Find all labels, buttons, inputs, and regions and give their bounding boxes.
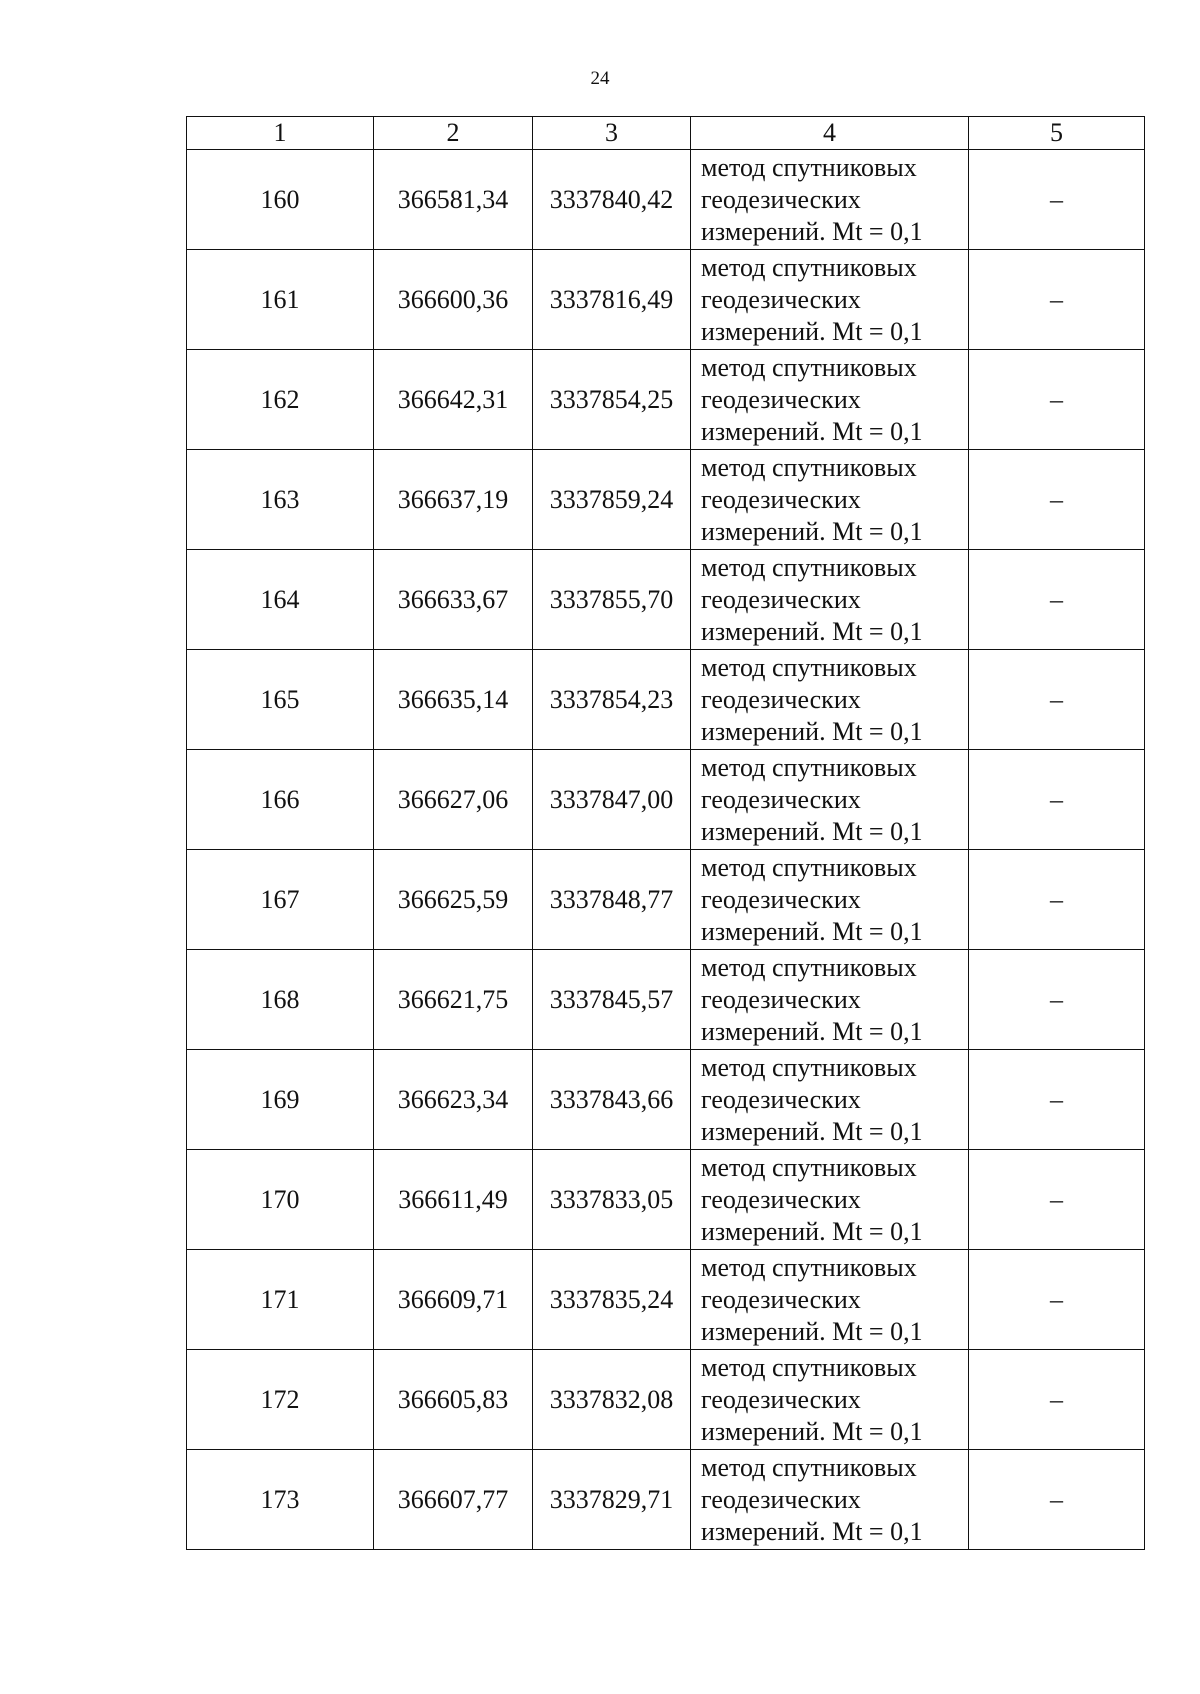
method-line: геодезических [701,784,861,814]
method-line: метод спутниковых [701,1252,917,1282]
point-number-cell: 171 [187,1250,374,1350]
method-line: измерений. Mt = 0,1 [701,1516,923,1546]
point-number-cell: 173 [187,1450,374,1550]
note-cell: – [969,1050,1145,1150]
point-number-cell: 163 [187,450,374,550]
method-cell [691,950,969,1050]
method-cell [691,1050,969,1150]
method-line: геодезических [701,1184,861,1214]
table-row [187,1150,1145,1250]
x-coordinate-cell: 366621,75 [374,950,533,1050]
method-line: геодезических [701,184,861,214]
y-coordinate-cell: 3337855,70 [533,550,691,650]
point-number-cell: 167 [187,850,374,950]
header-row [187,117,1145,150]
note-cell: – [969,750,1145,850]
x-coordinate-cell: 366600,36 [374,250,533,350]
method-line: геодезических [701,1284,861,1314]
y-coordinate-cell: 3337840,42 [533,150,691,250]
method-line: геодезических [701,884,861,914]
note-cell: – [969,1150,1145,1250]
table-row [187,750,1145,850]
x-coordinate-cell: 366611,49 [374,1150,533,1250]
method-cell [691,850,969,950]
method-line: измерений. Mt = 0,1 [701,1316,923,1346]
header-col-2: 2 [374,117,533,150]
table-row [187,1450,1145,1550]
method-cell [691,1150,969,1250]
method-line: геодезических [701,1384,861,1414]
y-coordinate-cell: 3337835,24 [533,1250,691,1350]
table-row [187,450,1145,550]
method-line: измерений. Mt = 0,1 [701,916,923,946]
method-line: геодезических [701,284,861,314]
point-number-cell: 165 [187,650,374,750]
method-line: измерений. Mt = 0,1 [701,216,923,246]
method-line: измерений. Mt = 0,1 [701,716,923,746]
method-line: метод спутниковых [701,152,917,182]
method-cell [691,1450,969,1550]
method-line: геодезических [701,1084,861,1114]
method-line: измерений. Mt = 0,1 [701,416,923,446]
table-row [187,1050,1145,1150]
method-line: геодезических [701,684,861,714]
point-number-cell: 169 [187,1050,374,1150]
method-cell [691,1250,969,1350]
y-coordinate-cell: 3337847,00 [533,750,691,850]
x-coordinate-cell: 366642,31 [374,350,533,450]
method-cell [691,250,969,350]
x-coordinate-cell: 366605,83 [374,1350,533,1450]
method-line: измерений. Mt = 0,1 [701,1116,923,1146]
point-number-cell: 168 [187,950,374,1050]
x-coordinate-cell: 366609,71 [374,1250,533,1350]
point-number-cell: 162 [187,350,374,450]
point-number-cell: 164 [187,550,374,650]
method-cell [691,150,969,250]
header-col-4: 4 [691,117,969,150]
note-cell: – [969,1350,1145,1450]
method-cell [691,550,969,650]
point-number-cell: 166 [187,750,374,850]
y-coordinate-cell: 3337816,49 [533,250,691,350]
method-line: измерений. Mt = 0,1 [701,816,923,846]
y-coordinate-cell: 3337832,08 [533,1350,691,1450]
x-coordinate-cell: 366623,34 [374,1050,533,1150]
y-coordinate-cell: 3337854,25 [533,350,691,450]
note-cell: – [969,250,1145,350]
method-line: геодезических [701,1484,861,1514]
point-number-cell: 172 [187,1350,374,1450]
method-line: метод спутниковых [701,1052,917,1082]
y-coordinate-cell: 3337854,23 [533,650,691,750]
table-row [187,1350,1145,1450]
table-row [187,550,1145,650]
method-line: измерений. Mt = 0,1 [701,616,923,646]
y-coordinate-cell: 3337859,24 [533,450,691,550]
header-col-3: 3 [533,117,691,150]
method-line: метод спутниковых [701,352,917,382]
note-cell: – [969,150,1145,250]
page-number: 24 [590,68,610,89]
header-col-1: 1 [187,117,374,150]
method-line: геодезических [701,384,861,414]
method-line: метод спутниковых [701,1452,917,1482]
method-line: геодезических [701,484,861,514]
header-col-5: 5 [969,117,1145,150]
note-cell: – [969,450,1145,550]
note-cell: – [969,650,1145,750]
point-number-cell: 161 [187,250,374,350]
method-line: метод спутниковых [701,1352,917,1382]
method-line: метод спутниковых [701,952,917,982]
y-coordinate-cell: 3337843,66 [533,1050,691,1150]
method-line: метод спутниковых [701,252,917,282]
method-line: метод спутниковых [701,452,917,482]
coordinates-table [186,116,1145,1550]
x-coordinate-cell: 366635,14 [374,650,533,750]
method-line: измерений. Mt = 0,1 [701,516,923,546]
table-row [187,850,1145,950]
method-cell [691,1350,969,1450]
method-line: метод спутниковых [701,752,917,782]
method-line: метод спутниковых [701,852,917,882]
x-coordinate-cell: 366627,06 [374,750,533,850]
note-cell: – [969,350,1145,450]
method-cell [691,450,969,550]
note-cell: – [969,1450,1145,1550]
note-cell: – [969,850,1145,950]
method-line: метод спутниковых [701,652,917,682]
method-line: измерений. Mt = 0,1 [701,1216,923,1246]
table-row [187,650,1145,750]
y-coordinate-cell: 3337829,71 [533,1450,691,1550]
method-line: геодезических [701,984,861,1014]
table-row [187,250,1145,350]
table-row [187,1250,1145,1350]
method-cell [691,350,969,450]
x-coordinate-cell: 366581,34 [374,150,533,250]
x-coordinate-cell: 366625,59 [374,850,533,950]
x-coordinate-cell: 366633,67 [374,550,533,650]
table-body [187,150,1145,1550]
y-coordinate-cell: 3337845,57 [533,950,691,1050]
method-line: метод спутниковых [701,552,917,582]
note-cell: – [969,550,1145,650]
y-coordinate-cell: 3337833,05 [533,1150,691,1250]
x-coordinate-cell: 366637,19 [374,450,533,550]
note-cell: – [969,950,1145,1050]
x-coordinate-cell: 366607,77 [374,1450,533,1550]
table-row [187,950,1145,1050]
method-cell [691,650,969,750]
point-number-cell: 170 [187,1150,374,1250]
point-number-cell: 160 [187,150,374,250]
table-row [187,350,1145,450]
method-line: измерений. Mt = 0,1 [701,316,923,346]
method-line: измерений. Mt = 0,1 [701,1416,923,1446]
y-coordinate-cell: 3337848,77 [533,850,691,950]
method-line: измерений. Mt = 0,1 [701,1016,923,1046]
note-cell: – [969,1250,1145,1350]
method-line: геодезических [701,584,861,614]
method-line: метод спутниковых [701,1152,917,1182]
method-cell [691,750,969,850]
table-row [187,150,1145,250]
table-header [187,117,1145,150]
